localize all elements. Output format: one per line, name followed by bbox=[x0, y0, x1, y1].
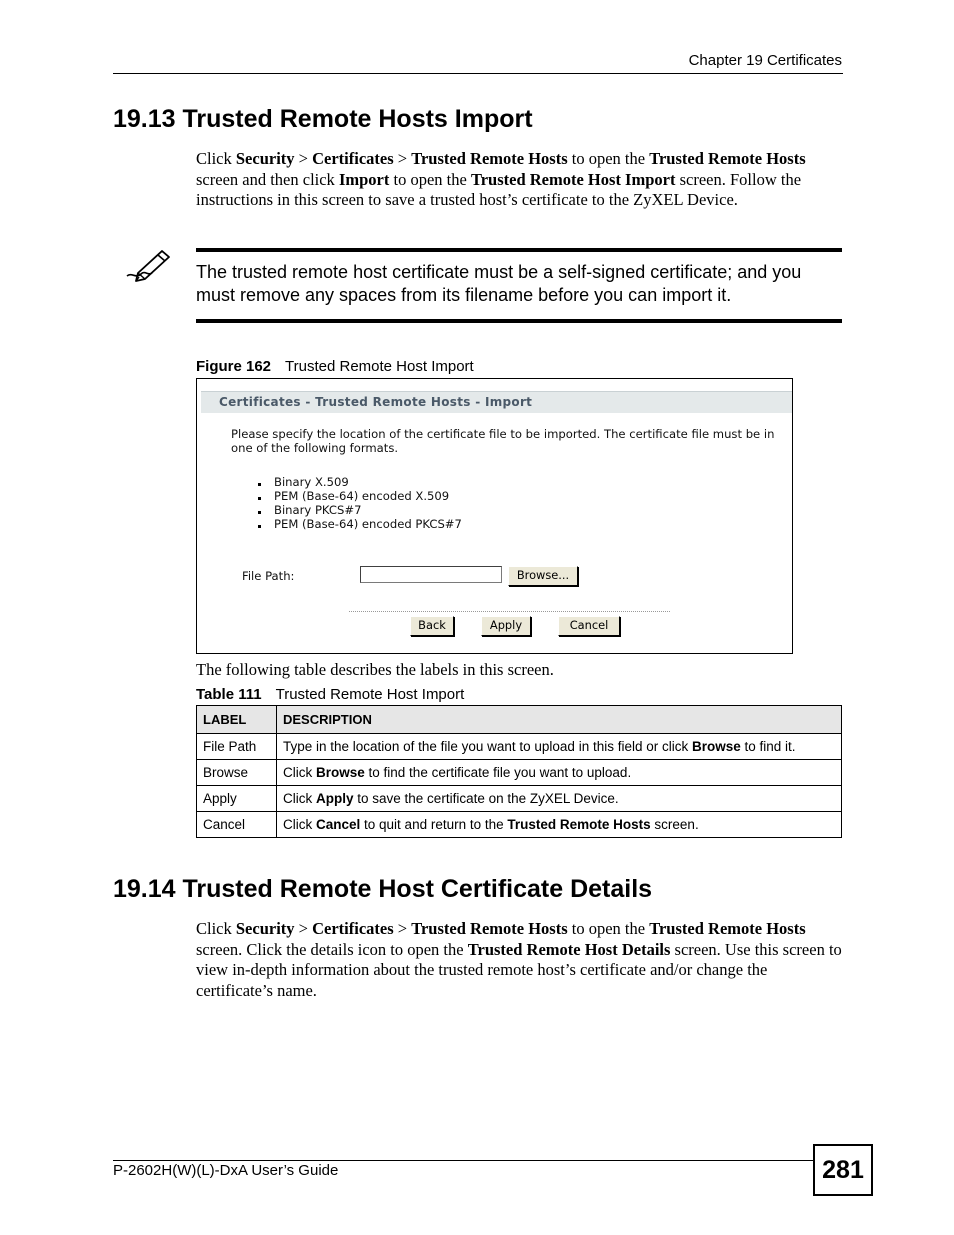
table-row bbox=[197, 760, 842, 786]
figure-screenshot bbox=[196, 378, 793, 654]
row-description: Click Browse to find the certificate file you want to upload. bbox=[277, 760, 842, 786]
section-19-13-paragraph: Click Security > Certificates > Trusted Remote Hosts to open the Trusted Remote Hosts screen and then click Import to open the Trusted Remote Host Import screen. Follow the instructions in this screen to save a trusted host’s certificate to the ZyXEL Device. bbox=[196, 149, 806, 210]
screen-instructions: Please specify the location of the certificate file to be imported. The certificate file must be in one of the following formats. bbox=[231, 427, 775, 455]
emphasis-term: Security bbox=[235, 149, 295, 168]
row-label: File Path bbox=[197, 734, 277, 760]
emphasis-term: Trusted Remote Hosts bbox=[507, 817, 651, 832]
format-item: Binary X.509 bbox=[255, 475, 462, 489]
table-label: Table 111 bbox=[196, 686, 262, 703]
file-path-label: File Path: bbox=[242, 569, 295, 583]
table-header-row bbox=[197, 706, 842, 734]
row-description: Click Cancel to quit and return to the Trusted Remote Hosts screen. bbox=[277, 812, 842, 838]
note-top-rule bbox=[196, 248, 842, 252]
footer-rule bbox=[113, 1160, 813, 1161]
emphasis-term: Trusted Remote Host Import bbox=[470, 169, 676, 189]
section-heading-19-14: 19.14 Trusted Remote Host Certificate Details bbox=[113, 875, 653, 903]
back-button[interactable]: Back bbox=[410, 616, 454, 636]
emphasis-term: Certificates bbox=[312, 149, 394, 168]
emphasis-term: Cancel bbox=[316, 817, 361, 832]
row-label: Apply bbox=[197, 786, 277, 812]
table-row bbox=[197, 786, 842, 812]
figure-caption bbox=[196, 358, 474, 375]
emphasis-term: Import bbox=[338, 169, 390, 189]
emphasis-term: Trusted Remote Hosts bbox=[411, 919, 568, 938]
table-row bbox=[197, 734, 842, 760]
note-text: The trusted remote host certificate must be a self-signed certificate; and you must remove any spaces from its filename before you can import it. bbox=[196, 262, 802, 305]
emphasis-term: Browse bbox=[691, 739, 741, 754]
row-label: Cancel bbox=[197, 812, 277, 838]
figure-label: Figure 162 bbox=[196, 358, 272, 375]
emphasis-term: Browse bbox=[316, 765, 365, 780]
section-19-14-paragraph: Click Security > Certificates > Trusted Remote Hosts to open the Trusted Remote Hosts screen. Click the details icon to open the Trusted Remote Host Details screen. Use this screen to view in-depth information about the trusted remote host’s certificate and/or change the certificate’s name. bbox=[196, 919, 842, 1000]
emphasis-term: Trusted Remote Host Details bbox=[467, 939, 671, 959]
browse-button[interactable]: Browse... bbox=[508, 566, 578, 586]
figure-title: Trusted Remote Host Import bbox=[285, 358, 474, 375]
screen-title-bar bbox=[201, 391, 792, 413]
row-description: Click Apply to save the certificate on the ZyXEL Device. bbox=[277, 786, 842, 812]
page-number: 281 bbox=[813, 1144, 873, 1196]
note-pencil-icon bbox=[124, 246, 174, 282]
column-header: LABEL bbox=[197, 706, 277, 734]
row-description: Type in the location of the file you want to upload in this field or click Browse to find it. bbox=[277, 734, 842, 760]
table-caption bbox=[196, 686, 464, 703]
emphasis-term: Apply bbox=[316, 791, 354, 806]
format-item: PEM (Base-64) encoded PKCS#7 bbox=[255, 517, 462, 531]
table-intro: The following table describes the labels in this screen. bbox=[196, 660, 554, 679]
row-label: Browse bbox=[197, 760, 277, 786]
header-rule bbox=[113, 73, 843, 74]
file-path-input[interactable] bbox=[360, 566, 502, 583]
emphasis-term: Trusted Remote Hosts bbox=[649, 919, 806, 938]
running-header: Chapter 19 Certificates bbox=[688, 52, 842, 69]
section-heading-19-13: 19.13 Trusted Remote Hosts Import bbox=[113, 105, 533, 133]
screen-title: Certificates - Trusted Remote Hosts - Import bbox=[219, 395, 533, 409]
screen-divider bbox=[349, 611, 670, 612]
format-item: PEM (Base-64) encoded X.509 bbox=[255, 489, 462, 503]
guide-title: P-2602H(W)(L)-DxA User’s Guide bbox=[113, 1162, 339, 1179]
note-bottom-rule bbox=[196, 319, 842, 323]
emphasis-term: Security bbox=[235, 919, 295, 938]
column-header: DESCRIPTION bbox=[277, 706, 842, 734]
apply-button[interactable]: Apply bbox=[481, 616, 531, 636]
cancel-button[interactable]: Cancel bbox=[558, 616, 620, 636]
table-title: Trusted Remote Host Import bbox=[275, 686, 465, 703]
certificate-format-list bbox=[255, 475, 462, 531]
emphasis-term: Trusted Remote Hosts bbox=[411, 149, 568, 168]
emphasis-term: Certificates bbox=[312, 919, 394, 938]
emphasis-term: Trusted Remote Hosts bbox=[649, 149, 806, 168]
table-row bbox=[197, 812, 842, 838]
format-item: Binary PKCS#7 bbox=[255, 503, 462, 517]
label-description-table bbox=[196, 705, 842, 838]
